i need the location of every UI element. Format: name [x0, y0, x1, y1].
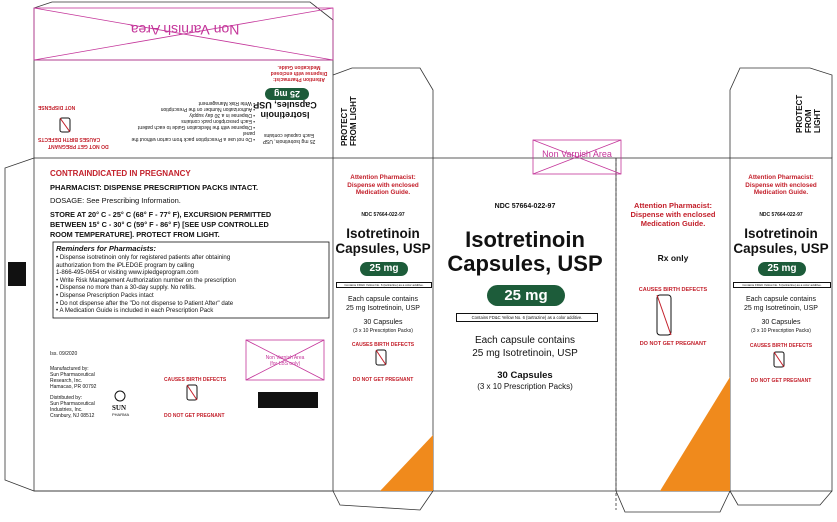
protect-from-light-left [340, 96, 358, 146]
flap-bullet: • Each prescription pack contains [181, 118, 255, 124]
title-line: Isotretinoin [346, 226, 420, 241]
right-fdc: Contains FD&C Yellow No. 6 (tartrazine) as a color additive. [733, 282, 831, 288]
reminder-item: • Write Risk Management Authorization number on the prescription [56, 276, 236, 284]
each-line: 25 mg Isotretinoin, USP [744, 305, 818, 312]
right-packs: (3 x 10 Prescription Packs) [751, 328, 811, 334]
issue-date: Iss. 09/2020 [50, 351, 78, 357]
protect-from-light-right [795, 91, 822, 133]
front-strength-pill: 25 mg [487, 285, 565, 306]
each-line: Each capsule contains [347, 296, 419, 303]
distributor-block [50, 395, 95, 419]
dist-line: Distributed by: [50, 395, 82, 401]
flap-strength-pill: 25 mg [265, 88, 309, 100]
attention-line: Dispense with enclosed [745, 181, 817, 189]
small-strength-pill: 25 mg [360, 262, 408, 276]
front-count: 30 Capsules [497, 370, 553, 381]
small-attention [336, 174, 430, 197]
title-line: Capsules, USP [733, 241, 829, 256]
title-line: Capsules, USP [447, 251, 603, 276]
manufacturer-block [50, 366, 96, 390]
title-line: Isotretinoin [465, 227, 585, 252]
storage-text [50, 210, 271, 240]
orange-triangle-right [660, 377, 730, 491]
attention-line: Attention Pharmacist: [634, 201, 712, 210]
rx-only: Rx only [657, 253, 689, 263]
top-flap-attention [265, 64, 333, 82]
flap-causes: CAUSES BIRTH DEFECTS [38, 136, 101, 142]
each-line: 25 mg Isotretinoin, USP [346, 305, 420, 312]
mfr-line: Manufactured by: [50, 366, 89, 372]
orange-triangle-left [380, 435, 433, 491]
attention-line: Dispense with enclosed [347, 181, 419, 189]
right-causes: CAUSES BIRTH DEFECTS [749, 343, 813, 349]
attention-line: Dispense with enclosed [630, 210, 716, 219]
top-non-varnish-label: Non Varnish Area [130, 22, 240, 38]
attention-line: Medication Guide. [640, 219, 706, 228]
protect-line: PROTECT [340, 107, 349, 146]
right-strength-pill: 25 mg [758, 262, 806, 276]
right-count: 30 Capsules [761, 319, 801, 326]
small-packs: (3 x 10 Prescription Packs) [353, 328, 413, 334]
dist-line: Cranbury, NJ 08512 [50, 413, 95, 419]
flap-cap-line: 25 mg Isotretinoin, USP [262, 138, 316, 144]
flap-bullet: • Dispense in a 30 day supply [189, 112, 255, 118]
reminder-item: • Dispense no more than a 30-day supply. No refills. [56, 284, 196, 292]
flap-no-preg: DO NOT GET PREGNANT [48, 143, 109, 149]
flap-attention-line: Dispense with enclosed [270, 70, 328, 76]
each-line: Each capsule contains [474, 335, 576, 346]
reminder-item: • Dispense isotretinoin only for registered patients after obtaining [56, 254, 231, 261]
title-line: Capsules, USP [335, 241, 431, 256]
sun-logo-text: SUN [112, 404, 127, 412]
right-front-no-preg: DO NOT GET PREGNANT [639, 341, 707, 347]
left-no-preg: DO NOT GET PREGNANT [164, 413, 225, 419]
attention-line: Medication Guide. [355, 189, 411, 197]
left-nv-label [248, 355, 322, 367]
storage-line: STORE AT 20° C - 25° C (68° F - 77° F), EXCURSION PERMITTED [50, 210, 272, 219]
front-non-varnish: Non Varnish Area [542, 149, 612, 159]
storage-line: ROOM TEMPERATURE]. PROTECT FROM LIGHT. [50, 230, 220, 239]
right-front-causes: CAUSES BIRTH DEFECTS [638, 287, 708, 293]
attention-line: Medication Guide. [753, 189, 809, 197]
small-each [336, 295, 430, 313]
front-ndc: NDC 57664-022-97 [494, 203, 556, 210]
right-each [732, 295, 830, 313]
nv-line: (for LBS only) [269, 361, 301, 367]
protect-line: FROM LIGHT [804, 109, 822, 133]
flap-cap-line: Each capsule contains [263, 132, 315, 138]
front-title [436, 228, 614, 276]
small-count: 30 Capsules [363, 319, 403, 326]
small-fdc: Contains FD&C Yellow No. 6 (tartrazine) as a color additive. [336, 282, 432, 288]
mfr-line: Sun Pharmaceutical [50, 372, 95, 378]
flap-bullet: • Dispense with the Medication Guide to each patient [137, 124, 255, 130]
flap-attention-line: Medication Guide. [277, 64, 321, 70]
small-no-preg: DO NOT GET PREGNANT [352, 377, 414, 383]
reminder-item: • Do not dispense after the "Do not dispense to Patient After" date [56, 299, 234, 307]
dist-line: Industries, Inc. [50, 407, 83, 413]
flap-capsule-text [248, 132, 330, 144]
flap-no-dispense: NOT DISPENSE [38, 104, 76, 110]
sun-logo-sub: PHARMA [112, 412, 130, 417]
reminder-item: 1-866-495-0654 or visiting www.ipledgeprogram.com [56, 269, 199, 277]
right-title [730, 226, 832, 256]
dist-line: Sun Pharmaceutical [50, 401, 95, 407]
front-each [440, 334, 610, 360]
dosage-text: DOSAGE: See Prescribing Information. [50, 196, 181, 205]
flap-bullets [130, 100, 255, 142]
each-line: 25 mg Isotretinoin, USP [472, 348, 578, 359]
small-title [334, 226, 432, 256]
reminders-title: Reminders for Pharmacists: [56, 244, 157, 253]
glue-tab-mark [8, 262, 26, 286]
protect-line: PROTECT [795, 94, 804, 133]
pharmacist-instruction: PHARMACIST: DISPENSE PRESCRIPTION PACKS INTACT. [50, 183, 259, 192]
sun-logo-circle [115, 391, 125, 401]
contraindicated-heading: CONTRAINDICATED IN PREGNANCY [50, 169, 191, 178]
front-fdc: Contains FD&C Yellow No. 6 (tartrazine) as a color additive. [456, 313, 598, 322]
nv-line: Non Varnish Area [265, 355, 305, 361]
protect-line: FROM LIGHT [349, 96, 358, 146]
left-causes: CAUSES BIRTH DEFECTS [164, 377, 227, 383]
small-ndc: NDC 57664-022-97 [361, 212, 405, 218]
flap-bullet: • Authorization Number on the Prescription [160, 106, 255, 112]
flap-attention-line: Attention Pharmacist: [273, 76, 325, 82]
front-packs: (3 x 10 Prescription Packs) [477, 382, 573, 391]
each-line: Each capsule contains [745, 296, 817, 303]
reminder-item: • A Medication Guide is included in each Prescription Pack [56, 307, 214, 315]
right-no-preg: DO NOT GET PREGNANT [750, 378, 812, 384]
right-ndc: NDC 57664-022-97 [759, 212, 803, 218]
title-line: Isotretinoin [744, 226, 818, 241]
flap-bullet: • Write Risk Management [198, 100, 255, 106]
right-front-attention [618, 201, 728, 228]
reminders-list [56, 254, 236, 315]
flap-bullet: • Do not use a Prescription pack from carton without the panel [131, 130, 255, 142]
reminder-item: authorization from the iPLEDGE program by calling [56, 261, 195, 269]
mfr-line: Hamacao, PR 00792 [50, 384, 97, 390]
small-causes: CAUSES BIRTH DEFECTS [351, 342, 415, 348]
barcode-block [258, 392, 318, 408]
flap-title-line: Isotretinoin [260, 110, 310, 120]
attention-line: Attention Pharmacist: [350, 174, 416, 181]
attention-line: Attention Pharmacist: [748, 174, 814, 181]
reminder-item: • Dispense Prescription Packs intact [56, 291, 154, 299]
mfr-line: Research, Inc. [50, 378, 83, 384]
right-attention [732, 174, 830, 197]
storage-line: BETWEEN 15° C - 30° C (59° F - 86° F) [SEE USP CONTROLLED [50, 220, 269, 229]
flap-title-line: Capsules, USP [253, 100, 317, 110]
